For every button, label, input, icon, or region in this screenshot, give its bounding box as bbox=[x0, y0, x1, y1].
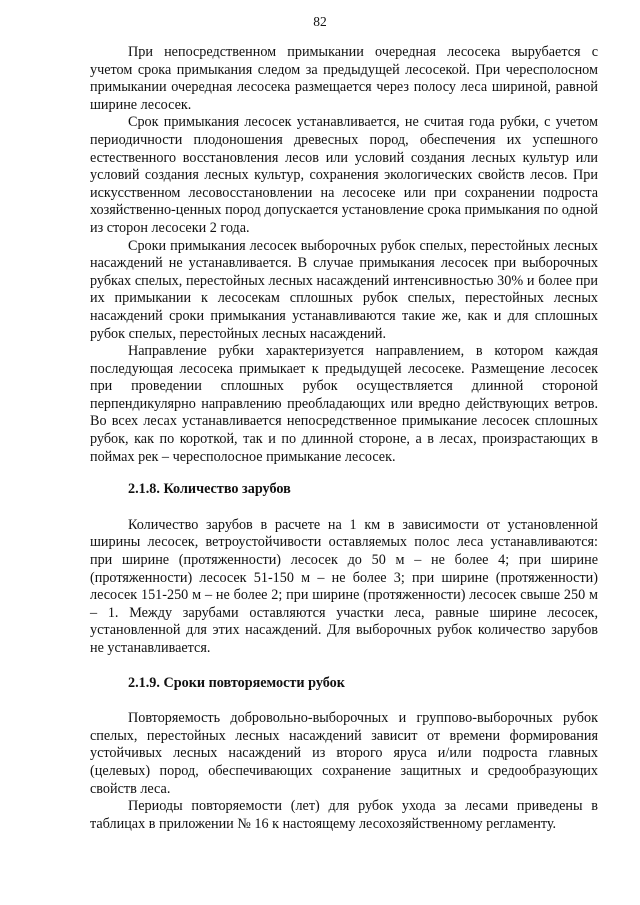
section-heading-number-of-cuts: 2.1.8. Количество зарубов bbox=[128, 481, 291, 498]
paragraph-adjacency-period: Срок примыкания лесосек устанавливается, не считая года рубки, с учетом периодичности плодоношения древесных пород, обеспечения их успешного естественного восстановления лесов или условий создания лесных культур или условий создания лесных культур, сохранения экологических свойств лесов. При искусственном лесовосстановлении на лесосеке или при сохранении подроста хозяйственно-ценных пород допускается установление срока примыкания по одной из сторон лесосеки 2 года. bbox=[90, 114, 598, 236]
paragraph-cutting-direction: Направление рубки характеризуется направлением, в котором каждая последующая лесосека примыкает к предыдущей лесосеке. Размещение лесосек при проведении сплошных рубок осуществляется длинной стороной перпендикулярно направлению преобладающих или вредно действующих ветров. Во всех лесах устанавливается непосредственное примыкание лесосек сплошных рубок, как по короткой, так и по длинной стороне, а в лесах, произрастающих в поймах рек – чересполосное примыкание лесосек. bbox=[90, 343, 598, 465]
page-number: 82 bbox=[313, 14, 327, 29]
paragraph-adjacency-types: При непосредственном примыкании очередная лесосека вырубается с учетом срока примыкания следом за предыдущей лесосекой. При чересполосном примыкании очередная лесосека размещается через полосу леса шириной, равной ширине лесосек. bbox=[90, 44, 598, 113]
paragraph-repetition-selective: Повторяемость добровольно-выборочных и группово-выборочных рубок спелых, перестойных лесных насаждений зависит от времени формирования устойчивых лесных насаждений из второго яруса и/или подроста главных (целевых) пород, обеспечивающих сохранение защитных и средообразующих свойств леса. bbox=[90, 710, 598, 797]
paragraph-repetition-periods: Периоды повторяемости (лет) для рубок ухода за лесами приведены в таблицах в приложении № 16 к настоящему лесохозяйственному регламенту. bbox=[90, 798, 598, 832]
paragraph-selective-cutting-adjacency: Сроки примыкания лесосек выборочных рубок спелых, перестойных лесных насаждений не устанавливается. В случае примыкания лесосек при выборочных рубках спелых, перестойных лесных насаждений интенсивностью 30% и более при их примыкании к лесосекам сплошных рубок спелых, перестойных лесных насаждений сроки примыкания устанавливаются такие же, как и для сплошных рубок спелых, перестойных лесных насаждений. bbox=[90, 237, 598, 342]
page-content bbox=[90, 44, 598, 833]
paragraph-number-of-cuts: Количество зарубов в расчете на 1 км в зависимости от установленной ширины лесосек, ветроустойчивости оставляемых полос леса устанавливаются: при ширине (протяженности) лесосек до 50 м – не более 4; при ширине (протяженности) лесосек 51-150 м – не более 3; при ширине (протяженности) лесосек 151-250 м – не более 2; при ширине (протяженности) лесосек свыше 250 м – 1. Между зарубами оставляются участки леса, равные ширине лесосек, установленной для этих насаждений. Для выборочных рубок количество зарубов не устанавливается. bbox=[90, 516, 598, 656]
section-heading-cutting-repetition: 2.1.9. Сроки повторяемости рубок bbox=[128, 674, 345, 691]
